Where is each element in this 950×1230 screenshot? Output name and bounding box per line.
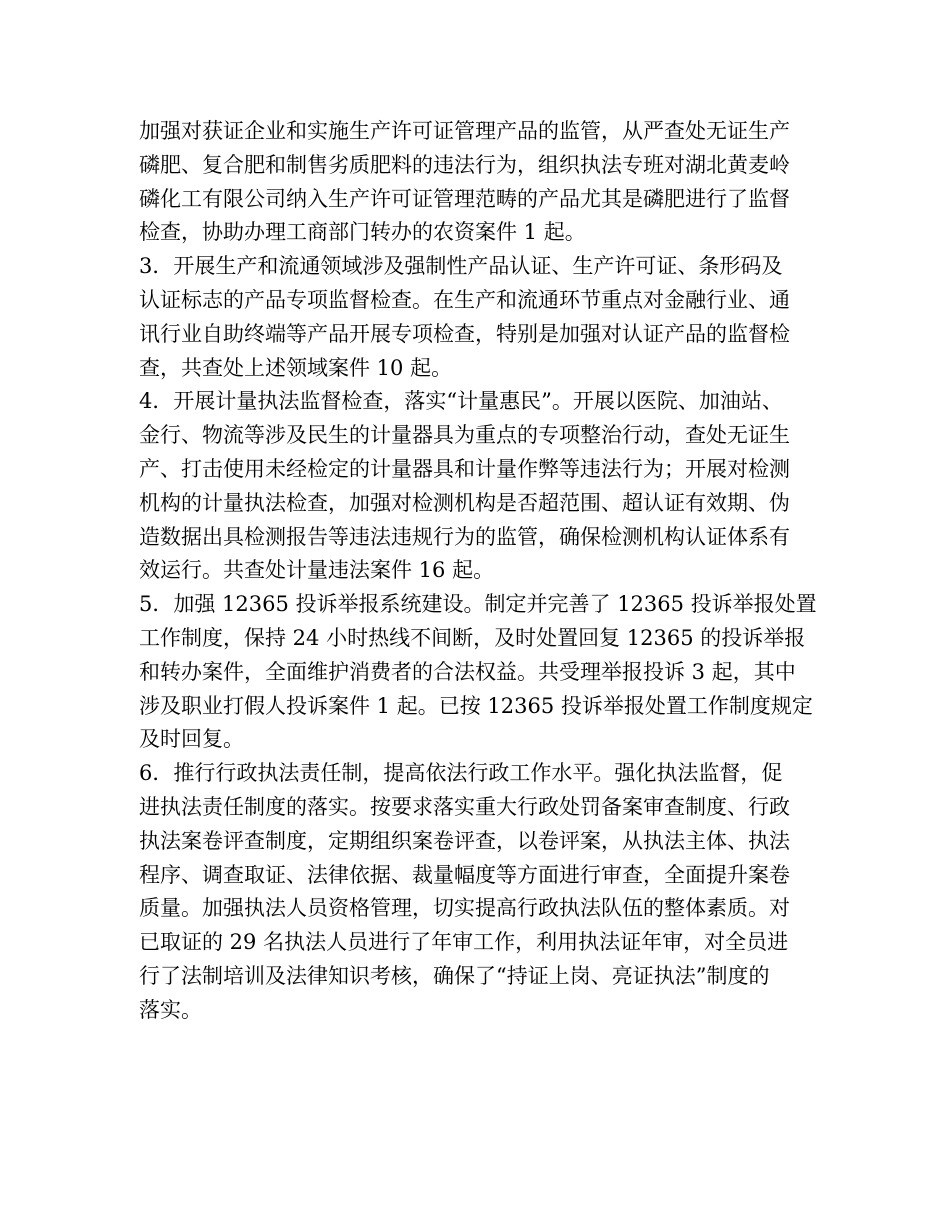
text-line: 已取证的 29 名执法人员进行了年审工作，利用执法证年审，对全员进 — [139, 930, 789, 955]
text-line: 造数据出具检测报告等违法违规行为的监管，确保检测机构认证体系有 — [139, 524, 790, 549]
text-line: 效运行。共查处计量违法案件 16 起。 — [139, 558, 495, 583]
text-line: 查，共查处上述领域案件 10 起。 — [139, 355, 453, 380]
text-line: 3．开展生产和流通领域涉及强制性产品认证、生产许可证、条形码及 — [139, 254, 783, 279]
text-line: 产、打击使用未经检定的计量器具和计量作弊等违法行为；开展对检测 — [139, 456, 790, 481]
text-line: 落实。 — [139, 997, 202, 1022]
text-line: 检查，协助办理工商部门转办的农资案件 1 起。 — [139, 220, 586, 245]
text-line: 磷肥、复合肥和制售劣质肥料的违法行为，组织执法专班对湖北黄麦岭 — [139, 152, 790, 177]
text-line: 4．开展计量执法监督检查，落实“计量惠民”。开展以医院、加油站、 — [139, 389, 783, 414]
text-line: 进执法责任制度的落实。按要求落实重大行政处罚备案审查制度、行政 — [139, 794, 790, 819]
text-line: 工作制度，保持 24 小时热线不间断，及时处置回复 12365 的投诉举报 — [139, 625, 806, 650]
text-line: 金行、物流等涉及民生的计量器具为重点的专项整治行动，查处无证生 — [139, 423, 790, 448]
body-text — [139, 115, 829, 1028]
text-line: 质量。加强执法人员资格管理，切实提高行政执法队伍的整体素质。对 — [139, 896, 790, 921]
text-line: 执法案卷评查制度，定期组织案卷评查，以卷评案，从执法主体、执法 — [139, 828, 790, 853]
text-line: 涉及职业打假人投诉案件 1 起。已按 12365 投诉举报处置工作制度规定 — [139, 693, 813, 718]
text-line: 认证标志的产品专项监督检查。在生产和流通环节重点对金融行业、通 — [139, 287, 790, 312]
text-line: 行了法制培训及法律知识考核，确保了“持证上岗、亮证执法”制度的 — [139, 963, 770, 988]
text-line: 磷化工有限公司纳入生产许可证管理范畴的产品尤其是磷肥进行了监督 — [139, 186, 790, 211]
text-line: 程序、调查取证、法律依据、裁量幅度等方面进行审查，全面提升案卷 — [139, 862, 790, 887]
text-line: 及时回复。 — [139, 727, 244, 752]
text-line: 6．推行行政执法责任制，提高依法行政工作水平。强化执法监督，促 — [139, 761, 783, 786]
text-line: 5．加强 12365 投诉举报系统建设。制定并完善了 12365 投诉举报处置 — [139, 592, 817, 617]
text-line: 机构的计量执法检查，加强对检测机构是否超范围、超认证有效期、伪 — [139, 490, 790, 515]
text-line: 加强对获证企业和实施生产许可证管理产品的监管，从严查处无证生产 — [139, 119, 790, 143]
text-line: 讯行业自助终端等产品开展专项检查，特别是加强对认证产品的监督检 — [139, 321, 790, 346]
text-line: 和转办案件，全面维护消费者的合法权益。共受理举报投诉 3 起，其中 — [139, 659, 796, 684]
